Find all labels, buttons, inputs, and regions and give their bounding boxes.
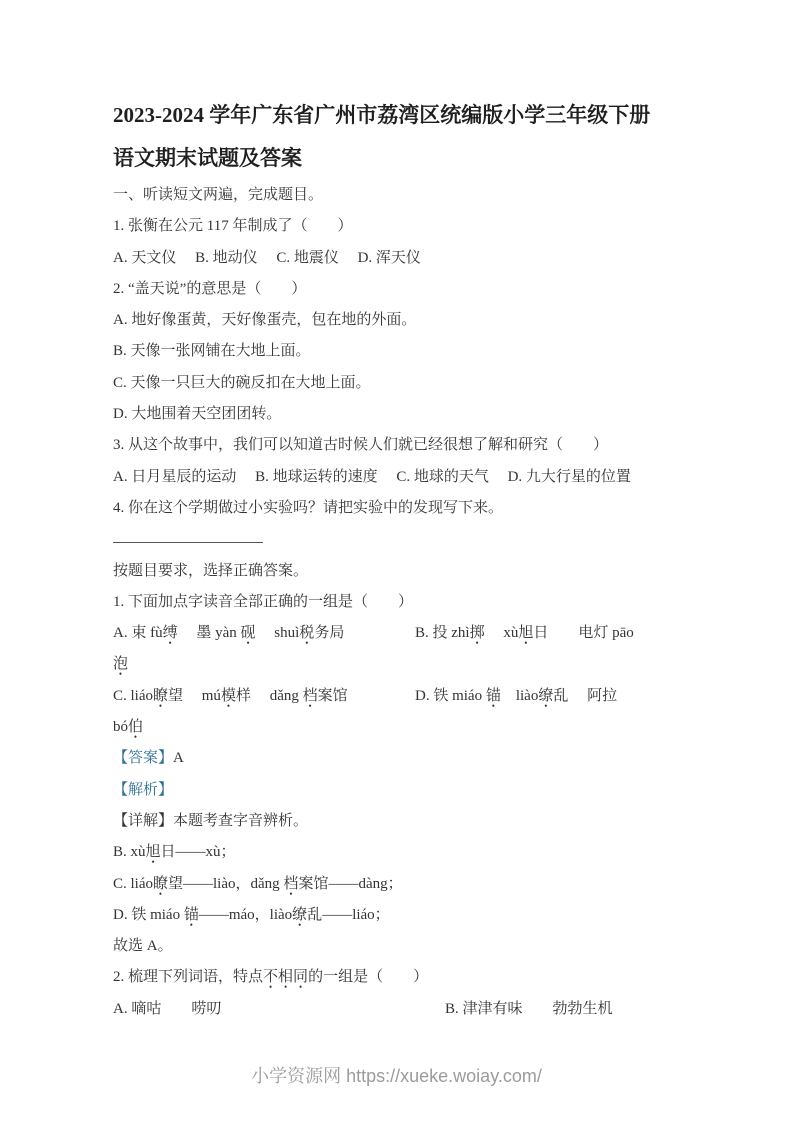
detail-c: [113, 869, 698, 900]
text-segment: B. 投 zhì: [415, 625, 470, 642]
text-segment: D. 大地围着天空团团转。: [113, 406, 282, 423]
text-segment: B. 津津有味 勃勃生机: [445, 1000, 613, 1017]
s1-q1-stem: [113, 211, 698, 242]
text-segment: A: [173, 750, 184, 767]
dotted-char: 掷: [469, 625, 485, 642]
dotted-char: 泡: [113, 656, 129, 673]
text-segment: D. 铁 miáo: [113, 906, 184, 923]
s2-q2-options-ab: [113, 994, 698, 1025]
answer-blank: [113, 524, 698, 555]
s1-q3-stem: [113, 430, 698, 461]
text-segment: 日——xù；: [160, 844, 236, 861]
text-segment: 3. 从这个故事中，我们可以知道古时候人们就已经很想了解和研究（ ）: [113, 437, 609, 454]
dotted-char: 锚: [485, 687, 501, 704]
text-segment: A. 束 fù: [113, 625, 163, 642]
dotted-char: 缚: [162, 625, 178, 642]
s2-q2-stem: [113, 962, 698, 993]
text-segment: 一、听读短文两遍，完成题目。: [113, 187, 324, 203]
text-segment: A. 天文仪 B. 地动仪 C. 地震仪 D. 浑天仪: [113, 249, 421, 266]
label-bracket-text: 【答案】: [113, 750, 174, 767]
text-segment: 务局: [314, 625, 345, 642]
text-segment: 案馆——dàng；: [298, 875, 403, 892]
section-2-heading: [113, 556, 698, 587]
text-segment: 乱——liáo；: [307, 906, 390, 923]
option-column-right: [445, 994, 613, 1025]
text-segment: 4. 你在这个学期做过小实验吗？请把实验中的发现写下来。: [113, 499, 504, 516]
text-segment: C. 天像一只巨大的碗反扣在大地上面。: [113, 374, 371, 391]
dotted-char: 缭: [292, 906, 308, 923]
dotted-char: 档: [283, 875, 299, 892]
s2-q1-options-ab: [113, 618, 698, 649]
text-segment: 墨 yàn: [177, 625, 241, 642]
text-segment: 按题目要求，选择正确答案。: [113, 562, 309, 579]
text-segment: 日 电灯 pāo: [533, 625, 634, 642]
s2-q1-stem: [113, 587, 698, 618]
conclusion-line: [113, 931, 698, 962]
answer-line: [113, 743, 698, 774]
dotted-char: 锚: [183, 906, 199, 923]
dotted-char: 缭: [538, 687, 554, 704]
s2-q1-option-d-wrap: [113, 712, 698, 743]
text-segment: A. 地好像蛋黄，天好像蛋壳，包在地的外面。: [113, 312, 417, 329]
s2-q1-options-cd: [113, 681, 698, 712]
text-segment: A. 日月星辰的运动 B. 地球运转的速度 C. 地球的天气 D. 九大行星的位置: [113, 468, 631, 485]
analysis-line: [113, 775, 698, 806]
option-column-left: [113, 688, 348, 704]
dotted-char: 瞭: [153, 875, 169, 892]
text-segment: 2. 梳理下列词语，特点: [113, 969, 264, 986]
text-segment: 2. “盖天说”的意思是（ ）: [113, 280, 307, 297]
text-segment: B. xù: [113, 844, 146, 861]
option-column-left: [113, 625, 344, 641]
text-segment: xù: [484, 625, 519, 642]
s1-q2-option-a: [113, 305, 698, 336]
label-bracket-text: 【解析】: [113, 781, 174, 798]
option-column-left: [113, 1001, 221, 1017]
dotted-char: 模: [220, 687, 236, 704]
document-title-line1: 2023-2024 学年广东省广州市荔湾区统编版小学三年级下册: [113, 103, 651, 127]
section-1-heading: [113, 180, 698, 211]
s1-q4-stem: [113, 493, 698, 524]
option-column-right: [415, 681, 617, 712]
text-segment: 样 dǎng: [235, 687, 303, 704]
text-segment: liào: [500, 687, 539, 704]
text-segment: 【详解】本题考查字音辨析。: [113, 812, 309, 829]
text-segment: 故选 A。: [113, 938, 173, 955]
s1-q2-stem: [113, 274, 698, 305]
text-segment: shuì: [255, 625, 300, 642]
dotted-char: 砚: [240, 625, 256, 642]
s2-q1-option-b-wrap: [113, 649, 698, 680]
option-column-right: [415, 618, 634, 649]
detail-intro: [113, 806, 698, 837]
text-segment: D. 铁 miáo: [415, 687, 486, 704]
dotted-char: 相: [278, 969, 294, 986]
dotted-char: 旭: [518, 625, 534, 642]
document-body: [113, 180, 698, 1025]
document-title: [113, 94, 698, 180]
footer-site-credit: 小学资源网 https://xueke.woiay.com/: [251, 1066, 542, 1086]
detail-d: [113, 900, 698, 931]
text-segment: 望——liào，dǎng: [168, 875, 284, 892]
document-title-line2: 语文期末试题及答案: [113, 146, 302, 170]
s1-q2-option-b: [113, 336, 698, 367]
text-segment: ——máo，liào: [198, 906, 293, 923]
dotted-char: 旭: [145, 844, 161, 861]
text-segment: A. 嘀咕 唠叨: [113, 1000, 222, 1017]
text-segment: C. liáo: [113, 875, 153, 892]
text-segment: bó: [113, 719, 128, 736]
dotted-char: 不: [263, 969, 279, 986]
dotted-char: 税: [299, 625, 315, 642]
detail-b: [113, 837, 698, 868]
text-segment: 的一组是（ ）: [308, 969, 429, 986]
text-segment: 1. 下面加点字读音全部正确的一组是（ ）: [113, 593, 414, 610]
s1-q2-option-d: [113, 399, 698, 430]
text-segment: 望 mú: [168, 687, 221, 704]
dotted-char: 瞭: [153, 687, 169, 704]
dotted-char: 伯: [128, 719, 144, 736]
text-segment: C. liáo: [113, 687, 153, 704]
s1-q1-options: [113, 243, 698, 274]
answer-blank-underline: [113, 528, 263, 543]
s1-q3-options: [113, 462, 698, 493]
text-segment: 1. 张衡在公元 117 年制成了（ ）: [113, 218, 353, 235]
text-segment: 乱 阿拉: [553, 687, 618, 704]
text-segment: B. 天像一张网铺在大地上面。: [113, 343, 311, 360]
s1-q2-option-c: [113, 368, 698, 399]
dotted-char: 档: [302, 687, 318, 704]
dotted-char: 同: [293, 969, 309, 986]
text-segment: 案馆: [317, 687, 348, 704]
